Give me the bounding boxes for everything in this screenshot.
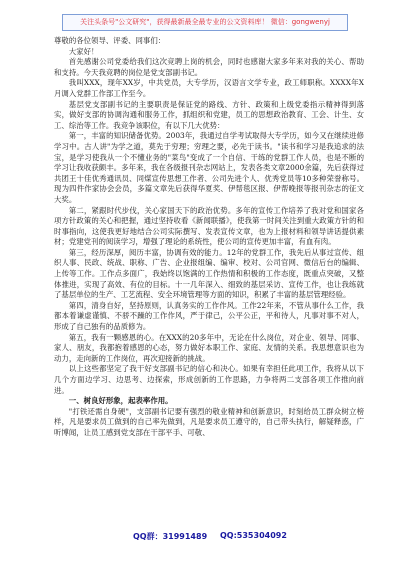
body-paragraph: "打铁还需自身硬"，支部副书记要有强烈的敬业精神和创新意识，时刻给员工群众树立榜样，凡是要求员工做到的自己率先做到，凡是要求员工遵守的，自己带头执行，解疑释惑，广听博闻，让员工感到党支部在干部平手、可敬、 <box>54 406 364 437</box>
section-heading: 一、树良好形象，起表率作用。 <box>68 396 173 406</box>
body-paragraph: 第二，紧跟时代步伐，关心家国天下的政治优势。多年的宣传工作培养了我对党和国家各项方针政策的关心和把握，通过坚持收看《新闻联播》，使我第一时间关注到重大政策方针的和时事指向，这使我更好地结合公司实际撰写、发表宣传文章，也为上报材料和领导讲话提供素材；党建党刊的阅读学习，增强了理论的系统性，使公司的宣传更加丰富，有血有肉。 <box>54 205 364 247</box>
body-paragraph: 大家好！ <box>68 46 99 56</box>
header-banner: 关注头条号"公文研究"，获得最新最全最专业的公文资料库！ 微信：gongwenyj <box>62 14 348 31</box>
body-paragraph: 基层党支部副书记的主要职责是保证党的路线、方针、政策和上级党委指示精神得到落实，做好支部的协调沟通和服务工作，抓组织和党建，员工的思想政治教育、工会、计生、女工、综治等工作。我竞争该职位，有以下几大优势： <box>54 99 364 130</box>
body-paragraph: 首先感谢公司党委给我们这次竞聘上岗的机会，同时也感谢大家多年来对我的关心、帮助和支持。今天我竞聘的岗位是党支部副书记。 <box>54 57 364 77</box>
body-paragraph: 第三，经历深厚，阅历丰富，协调有效的能力。12年的党群工作，我先后从事过宣传、组织人事、民政、统战、职称、广告、企业报组编、编审、校对、公司官网、微信后台的编辑、上传等工作。工作点多面广，我始终以饱满的工作热情和积极的工作态度，既重点突破，又整体推进，实现了高效、有位的目标。十一几年深入、细致的基层采访、宣传工作，也让我练就了基层单位的生产、工艺流程、安全环境管理等方面的知识，积累了丰富的基层管理经验。 <box>54 247 364 300</box>
body-paragraph: 以上这些都坚定了我干好支部副书记的信心和决心。如果有幸担任此项工作，我将从以下几个方面边学习、边思考、边探索，形成创新的工作思路，力争将两二支部各项工作推向前进。 <box>54 364 364 395</box>
footer-qq-number: QQ:535304092 <box>220 531 287 540</box>
footer <box>0 531 408 545</box>
body-paragraph: 第一，丰富的知识储备优势。2003年，我通过自学考试取得大专学历，如今又在继续进修学习中。古人讲"为学之道，莫先于穷理；穷理之要，必先于读书。"读书和学习是我追求的法宝，是学习使我从一个不懂业务的"菜鸟"变成了一个自信、干练的党群工作人员，也是不断的学习让我收获颇丰。多年来，我在各级报刊杂志网站上，发表各类文章2000余篇，先后获得过共团王十佳优秀通讯员、同煤宣传思想工作者、公司先进个人、优秀党员等10多种荣誉称号。现为四件作家协会会员，多篇文章先后获得华夏奖、伊帮毯区报、伊帮晚报等报刊杂志的征文大奖。 <box>54 131 364 204</box>
body-paragraph: 第五，我有一颗感恩的心。在XXX的20多年中，无论在什么岗位，对企业、领导、同事、家人、朋友，我都抱着感恩的心态，努力做好本职工作、家庭、友情的关系。我思想意识也为动力，走向新的工作岗位，再次迎接新的挑战。 <box>54 332 364 363</box>
body-paragraph: 第四，清身自好，坚持原则，认真务实的工作作风。工作22年来，不管从事什么工作，我都本着谦虚谨慎、不骄不躁的工作作风，严于律己，公平公正，平和待人，凡事对事不对人，形成了自己独有的品质修为。 <box>54 300 364 332</box>
body-paragraph: 我叫XXX，现年XX岁，中共党员，大专学历，汉语言文学专业，政工师职称。XXXX年X月调入党群工作部工作至今。 <box>54 78 364 98</box>
footer-qq-group: QQ群：31991489 <box>133 532 208 541</box>
document-body <box>54 36 364 439</box>
body-paragraph: 尊敬的各位领导、评委、同事们： <box>54 36 166 45</box>
